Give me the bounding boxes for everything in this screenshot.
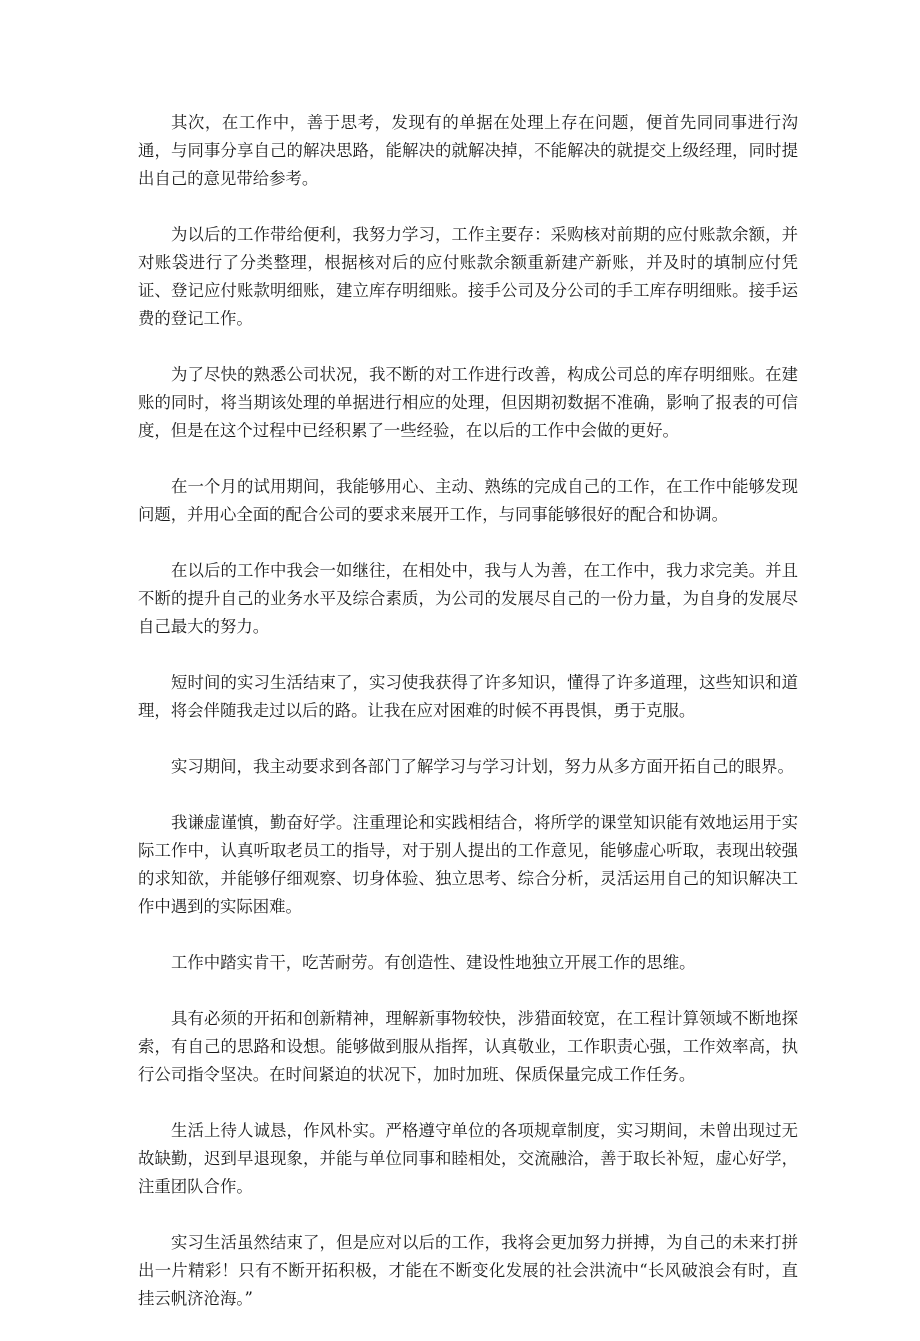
paragraph-4: 在一个月的试用期间，我能够用心、主动、熟练的完成自己的工作，在工作中能够发现问题，并用心全面的配合公司的要求来展开工作，与同事能够很好的配合和协调。 bbox=[138, 477, 798, 524]
paragraph-10: 具有必须的开拓和创新精神，理解新事物较快，涉猎面较宽，在工程计算领域不断地探索，有自己的思路和设想。能够做到服从指挥，认真敬业，工作职责心强，工作效率高，执行公司指令坚决。在时间紧迫的状况下，加时加班、保质保量完成工作任务。 bbox=[138, 1009, 798, 1084]
paragraph-8: 我谦虚谨慎，勤奋好学。注重理论和实践相结合，将所学的课堂知识能有效地运用于实际工作中，认真听取老员工的指导，对于别人提出的工作意见，能够虚心听取，表现出较强的求知欲，并能够仔细观察、切身体验、独立思考、综合分析，灵活运用自己的知识解决工作中遇到的实际困难。 bbox=[138, 813, 798, 916]
paragraph-3: 为了尽快的熟悉公司状况，我不断的对工作进行改善，构成公司总的库存明细账。在建账的同时，将当期该处理的单据进行相应的处理，但因期初数据不准确，影响了报表的可信度，但是在这个过程中已经积累了一些经验，在以后的工作中会做的更好。 bbox=[138, 365, 798, 440]
paragraph-9: 工作中踏实肯干，吃苦耐劳。有创造性、建设性地独立开展工作的思维。 bbox=[171, 953, 696, 972]
paragraph-11: 生活上待人诚恳，作风朴实。严格遵守单位的各项规章制度，实习期间，未曾出现过无故缺勤，迟到早退现象，并能与单位同事和睦相处，交流融洽，善于取长补短，虚心好学，注重团队合作。 bbox=[138, 1121, 798, 1196]
paragraph-12: 实习生活虽然结束了，但是应对以后的工作，我将会更加努力拼搏，为自己的未来打拼出一片精彩！只有不断开拓积极，才能在不断变化发展的社会洪流中“长风破浪会有时，直挂云帆济沧海。” bbox=[138, 1233, 798, 1308]
paragraph-2: 为以后的工作带给便利，我努力学习，工作主要存：采购核对前期的应付账款余额，并对账袋进行了分类整理，根据核对后的应付账款余额重新建产新账，并及时的填制应付凭证、登记应付账款明细账，建立库存明细账。接手公司及分公司的手工库存明细账。接手运费的登记工作。 bbox=[138, 225, 798, 328]
paragraph-6: 短时间的实习生活结束了，实习使我获得了许多知识，懂得了许多道理，这些知识和道理，将会伴随我走过以后的路。让我在应对困难的时候不再畏惧，勇于克服。 bbox=[138, 673, 798, 720]
paragraph-5: 在以后的工作中我会一如继往，在相处中，我与人为善，在工作中，我力求完美。并且不断的提升自己的业务水平及综合素质，为公司的发展尽自己的一份力量，为自身的发展尽自己最大的努力。 bbox=[138, 561, 798, 636]
paragraph-1: 其次，在工作中，善于思考，发现有的单据在处理上存在问题，便首先同同事进行沟通，与同事分享自己的解决思路，能解决的就解决掉，不能解决的就提交上级经理，同时提出自己的意见带给参考。 bbox=[138, 113, 798, 188]
document-body bbox=[138, 109, 798, 1341]
paragraph-7: 实习期间，我主动要求到各部门了解学习与学习计划，努力从多方面开拓自己的眼界。 bbox=[171, 757, 794, 776]
